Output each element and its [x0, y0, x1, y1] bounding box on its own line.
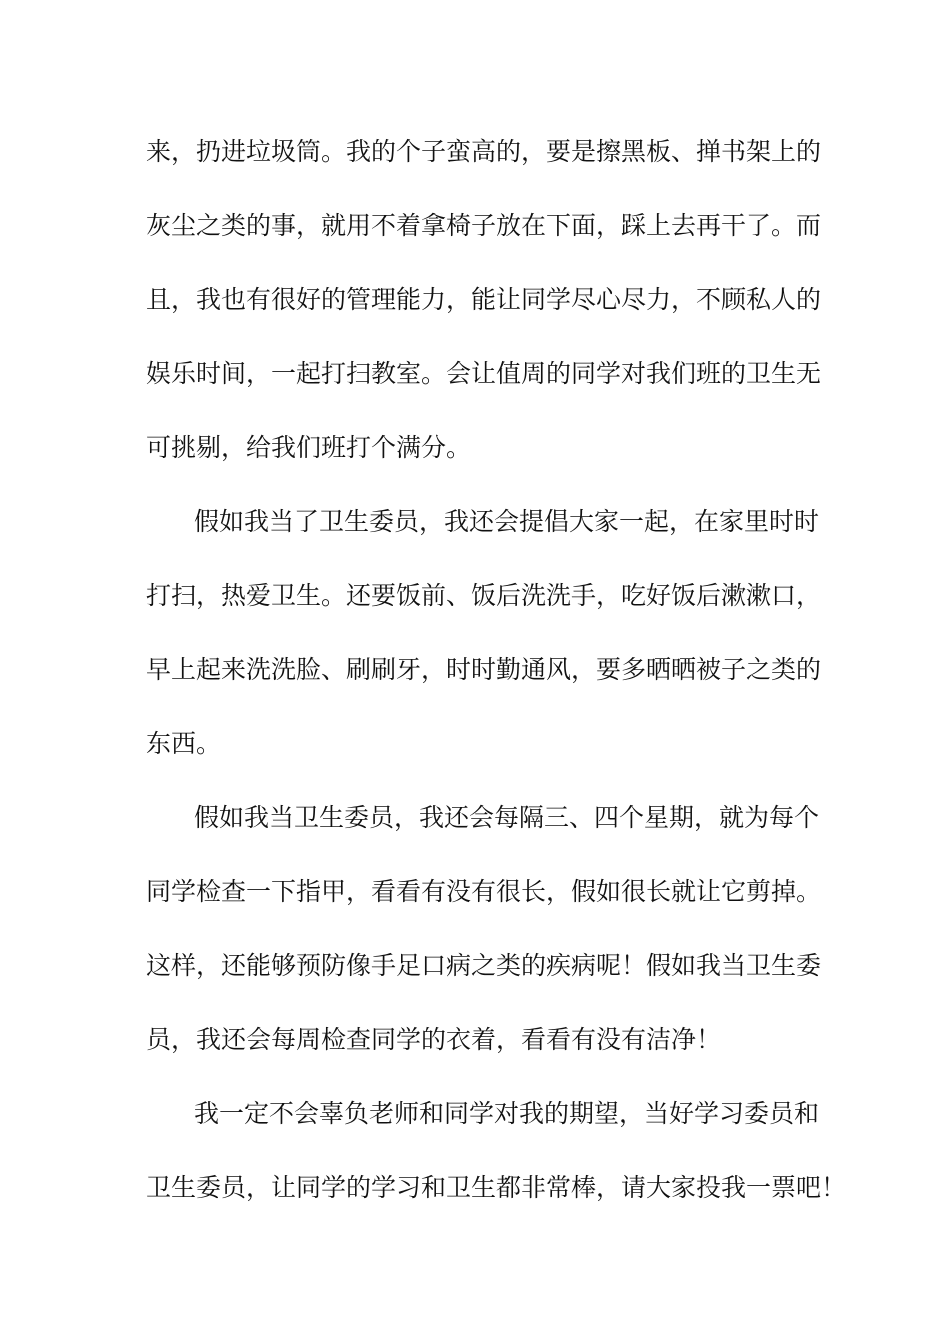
text-line: 灰尘之类的事，就用不着拿椅子放在下面，踩上去再干了。而: [146, 211, 822, 240]
text-line: 东西。: [146, 729, 222, 758]
paragraph-first-line: 假如我当了卫生委员，我还会提倡大家一起，在家里时时: [194, 507, 820, 536]
text-line: 同学检查一下指甲，看看有没有很长，假如很长就让它剪掉。: [146, 877, 822, 906]
paragraph-first-line: 我一定不会辜负老师和同学对我的期望，当好学习委员和: [194, 1099, 820, 1128]
text-line: 员，我还会每周检查同学的衣着，看看有没有洁净！: [146, 1025, 722, 1054]
paragraph-first-line: 假如我当卫生委员，我还会每隔三、四个星期，就为每个: [194, 803, 820, 832]
text-line: 娱乐时间，一起打扫教室。会让值周的同学对我们班的卫生无: [146, 359, 822, 388]
text-line: 这样，还能够预防像手足口病之类的疾病呢！假如我当卫生委: [146, 951, 822, 980]
text-line: 可挑剔，给我们班打个满分。: [146, 433, 472, 462]
text-line: 打扫，热爱卫生。还要饭前、饭后洗洗手，吃好饭后漱漱口，: [146, 581, 822, 610]
text-line: 且，我也有很好的管理能力，能让同学尽心尽力，不顾私人的: [146, 285, 822, 314]
text-line: 早上起来洗洗脸、刷刷牙，时时勤通风，要多晒晒被子之类的: [146, 655, 822, 684]
text-line: 卫生委员，让同学的学习和卫生都非常棒，请大家投我一票吧！: [146, 1173, 847, 1202]
text-line: 来，扔进垃圾筒。我的个子蛮高的，要是擦黑板、掸书架上的: [146, 137, 822, 166]
